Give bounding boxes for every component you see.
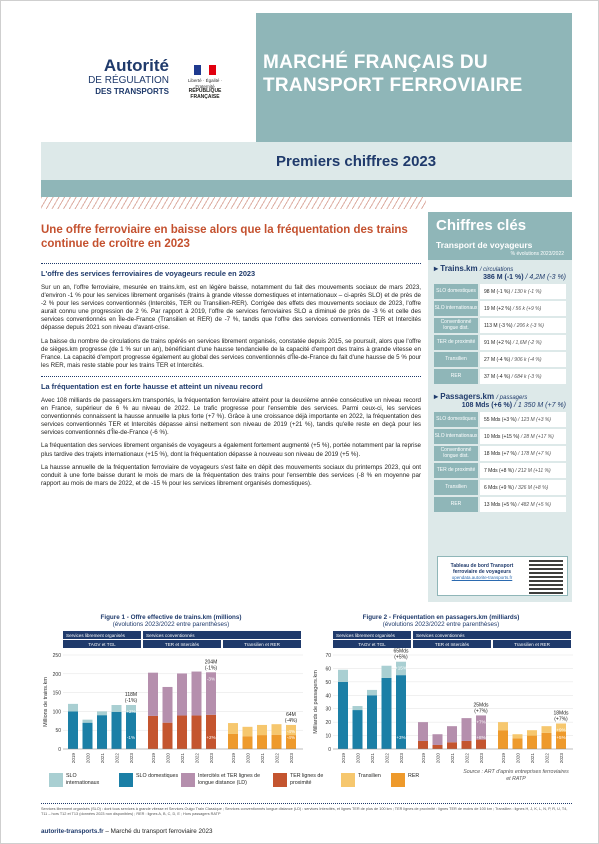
y-axis-label: Millions de trains.km [43, 677, 49, 727]
key-figures-title: Chiffres clés [428, 212, 572, 240]
kpi-passengers [428, 386, 572, 512]
kpi-row-secondary: / 206 k (-3 %) [513, 322, 544, 329]
bar [272, 735, 282, 749]
bar [257, 725, 267, 735]
y-tick-label: 40 [325, 693, 331, 700]
kpi-row-main: 6 Mds (+9 %) [484, 484, 516, 491]
kpi-row [434, 497, 566, 512]
legend-swatch [341, 773, 355, 787]
data-label: -1% [126, 735, 136, 740]
bar [97, 715, 107, 749]
data-label: (-1%) [124, 698, 138, 705]
data-label: +9% [556, 727, 566, 733]
legend-item [391, 773, 431, 787]
republic-name: RÉPUBLIQUE FRANÇAISE [188, 88, 222, 100]
bar [126, 712, 136, 749]
kpi-label: Trains.km [440, 264, 478, 273]
page-title: MARCHÉ FRANÇAIS DU TRANSPORT FERROVIAIRE [263, 52, 523, 96]
data-label: -4% [286, 735, 296, 740]
kpi-secondary-value: / 4,2M (-3 %) [525, 274, 566, 281]
kpi-row-label: Transilien [434, 352, 478, 367]
republique-francaise-logo [178, 65, 232, 100]
bar [243, 727, 253, 736]
x-tick-label: 2020 [245, 753, 251, 764]
data-label: 204M [204, 659, 218, 666]
kpi-row-secondary: / 1,6M (-2 %) [512, 339, 542, 346]
bar [148, 716, 158, 749]
x-tick-label: 2019 [421, 753, 426, 764]
kpi-row [434, 369, 566, 384]
legend-label: Intercités et TER lignes de longue distance (LD) [198, 773, 261, 786]
bar [338, 682, 348, 749]
kpi-row [434, 352, 566, 367]
group-subheader: TER et Intercités [434, 642, 470, 647]
legend-label: Transilien [358, 773, 381, 779]
logo-line-2: DE RÉGULATION [88, 75, 169, 86]
data-label: +8% [476, 735, 486, 740]
bar [338, 670, 348, 682]
group-header: Services conventionnés [416, 633, 465, 638]
kpi-row-label: Conventionné longue dist. [434, 446, 478, 461]
bar [462, 741, 472, 749]
bar [476, 740, 486, 749]
bar [97, 711, 107, 715]
kpi-row-label: Transilien [434, 480, 478, 495]
legend-swatch [49, 773, 63, 787]
data-label: +7% [476, 719, 486, 725]
logo-line-1: Autorité [103, 56, 169, 75]
kpi-row-value [480, 497, 566, 512]
figure-subtitle: (évolutions 2023/2022 entre parenthèses) [382, 621, 500, 628]
kpi-main-value: 108 Mds (+6 %) [461, 402, 513, 409]
x-tick-label: 2022 [464, 753, 470, 764]
section-title: La fréquentation est en forte hausse et atteint un niveau record [41, 381, 263, 391]
bar [433, 745, 443, 749]
bar [192, 716, 202, 749]
qr-code-icon[interactable] [529, 560, 563, 594]
kpi-rows [434, 412, 566, 512]
group-header: Services conventionnés [146, 633, 195, 638]
bar [498, 722, 508, 730]
kpi-trains [428, 260, 572, 384]
y-tick-label: 200 [52, 671, 61, 678]
bar [353, 706, 363, 710]
group-subheader: Transilien et RER [514, 642, 550, 647]
kpi-rows [434, 284, 566, 384]
y-tick-label: 70 [325, 653, 331, 659]
kpi-row-secondary: / 178 M (+7 %) [518, 450, 551, 457]
kpi-title: ▸ Trains.km / circulations [434, 264, 514, 273]
bar [433, 734, 443, 745]
legend-item [341, 773, 387, 787]
legend-swatch [273, 773, 287, 787]
kpi-value [434, 402, 566, 409]
kpi-row [434, 284, 566, 299]
dashboard-link-box[interactable] [437, 556, 568, 596]
x-tick-label: 2023 [399, 753, 404, 764]
legend-swatch [181, 773, 195, 787]
x-tick-label: 2022 [384, 753, 390, 764]
data-label: 64M [286, 711, 296, 718]
paragraph: Avec 108 milliards de passagers.km transportés, la fréquentation ferroviaire atteint pour la deuxième année consécutive un niveau record en France, supérieur de 6 % au niveau de 2022. Le trafic progresse pour l'ensemble des services. Parmi ceux-ci, les services conventionnés connaissent la hausse annuelle la plus forte (+7 %). Grâce à une croissance déjà importante en 2022, la fréquentation des services conventionnés TER et Intercités dépasse ainsi nettement son niveau de 2019 (+21 %), tandis qu'elle reste en deçà pour les services conventionnés d'Île-de-France (-6 %). [41, 396, 421, 437]
legend-label: TER lignes de proximité [290, 773, 324, 786]
bar [257, 735, 267, 749]
x-tick-label: 2020 [85, 753, 91, 764]
dashboard-link[interactable]: opendata.autorite-transports.fr [451, 575, 513, 580]
figure-2-caption [311, 614, 571, 628]
bar [68, 711, 78, 749]
x-tick-label: 2023 [559, 753, 564, 764]
paragraph: La fréquentation des services librement organisés de voyageurs a également fortement augmenté (+5 %), portée notamment par la reprise plus tardive des trajets internationaux (+15 %), dont la fréquentation dépasse à nouveau son niveau de 2019 (+5 %). [41, 442, 421, 458]
x-tick-label: 2021 [450, 753, 455, 764]
x-tick-label: 2023 [129, 753, 134, 764]
group-subheader: TAGV et TGL [88, 642, 116, 647]
decorative-stripes [41, 197, 426, 209]
bar [68, 704, 78, 712]
kpi-row-main: 27 M (-4 %) [484, 356, 512, 363]
kpi-row-label: SLO internationaux [434, 429, 478, 444]
legend-label: SLO internationaux [66, 773, 100, 786]
legend-label: SLO domestiques [136, 773, 179, 779]
x-tick-label: 2023 [209, 753, 214, 764]
y-tick-label: 50 [325, 679, 331, 686]
bar [527, 736, 537, 749]
kpi-row-secondary: / 482 M (+5 %) [518, 501, 551, 508]
bar [228, 723, 238, 734]
bar [83, 720, 93, 723]
kpi-row-main: 55 Mds (+3 %) [484, 416, 519, 423]
figure-1-chart [41, 631, 303, 769]
kpi-row-value [480, 463, 566, 478]
source: Source : ART d'après entreprises ferroviaires et RATP [463, 769, 569, 782]
kpi-unit: / circulations [479, 267, 514, 273]
data-label: (-4%) [284, 717, 298, 724]
kpi-row-secondary: / 684 k (-3 %) [511, 373, 542, 380]
data-label: +5% [556, 735, 566, 740]
bar [243, 736, 253, 749]
bar [367, 690, 377, 695]
kpi-row-secondary: / 130 k (-1 %) [511, 288, 542, 295]
bar [367, 695, 377, 749]
paragraph: La baisse du nombre de circulations de trains opérés en services librement organisés, constatée depuis 2015, se poursuit, alors que l'offre de sièges.km progresse (de 1 % sur un an), bénéficiant d'une hausse tendancielle de la capacité d'emport des trains à grande vitesse en France. La capacité d'emport progresse également au global des services conventionnés d'Île-de-France du fait d'une hausse de 5 % pour les RER, mais reste stable pour les trains TER et Intercités. [41, 337, 421, 369]
flag-icon [194, 65, 216, 75]
x-tick-label: 2022 [274, 753, 280, 764]
group-subheader: Transilien et RER [244, 642, 280, 647]
kpi-row-value [480, 480, 566, 495]
data-label: 118M [124, 692, 138, 699]
figure-subtitle: (évolutions 2023/2022 entre parenthèses) [112, 621, 230, 628]
y-tick-label: 150 [52, 690, 61, 697]
kpi-row [434, 335, 566, 350]
data-label: +2% [206, 735, 216, 740]
data-label: -4% [286, 728, 296, 734]
data-label: -3% [206, 676, 216, 682]
bar [353, 710, 363, 749]
data-label: (+7%) [474, 708, 488, 715]
kpi-main-value: 386 M (-1 %) [483, 274, 524, 281]
bar [163, 687, 173, 723]
bar [177, 716, 187, 749]
kpi-label: Passagers.km [440, 392, 495, 401]
kpi-row-main: 37 M (-4 %) [484, 373, 512, 380]
figure-2-chart [311, 631, 573, 769]
kpi-secondary-value: / 1 350 M (+7 %) [514, 402, 566, 409]
kpi-row-main: 13 Mds (+5 %) [484, 501, 519, 508]
x-tick-label: 2020 [165, 753, 171, 764]
legend-label: RER [408, 773, 420, 779]
kpi-row-label: SLO domestiques [434, 284, 478, 299]
kpi-row-label: RER [434, 369, 478, 384]
legend-swatch [119, 773, 133, 787]
x-tick-label: 2023 [289, 753, 294, 764]
dashboard-text [442, 563, 522, 581]
data-label: +2% [126, 709, 136, 715]
kpi-row-secondary: / 212 M (+11 %) [515, 467, 551, 474]
section-title: L'offre des services ferroviaires de voyageurs recule en 2023 [41, 269, 256, 278]
x-tick-label: 2023 [479, 753, 484, 764]
headline: Une offre ferroviaire en baisse alors que la fréquentation des trains continue de croître en 2023 [41, 224, 408, 250]
kpi-row-secondary: / 326 M (+8 %) [515, 484, 549, 491]
data-label: 18Mds [553, 710, 569, 717]
kpi-row-label: SLO domestiques [434, 412, 478, 427]
kpi-row-main: 7 Mds (+8 %) [484, 467, 516, 474]
paragraph: Sur un an, l'offre ferroviaire, mesurée en trains.km, est en légère baisse, notamment du fait des mouvements sociaux de mars 2023, d'environ -1 % pour les services librement organisés (trains à grande vitesse domestiques et internationaux – ci-après SLO) et de près de -2 % pour les services conventionnés (Intercités, TER ou Transilien-RER). Corrigée des effets des mouvements sociaux de 2023, l'offre aurait connu une progression de 2 %. Par rapport à 2019, l'offre de services ferroviaires SLO a diminué de près de -3 % et celle des services conventionnés en Île-de-France (Transilien et RER) de -7 %, tandis que l'offre des services conventionnés TER et Intercités dépasse depuis 2021 son niveau d'avant-crise. [41, 284, 421, 332]
data-label: (-1%) [204, 665, 218, 672]
art-logo [79, 57, 169, 97]
kpi-row-value [480, 446, 566, 461]
bar [462, 718, 472, 741]
figure-1-caption [41, 614, 301, 628]
section-offer [41, 263, 421, 370]
kpi-row-value [480, 412, 566, 427]
bar [498, 730, 508, 749]
kpi-title: ▸ Passagers.km / passagers [434, 392, 528, 401]
kpi-row-value [480, 301, 566, 316]
x-tick-label: 2022 [194, 753, 200, 764]
kpi-row-secondary: / 906 k (-4 %) [511, 356, 542, 363]
y-tick-label: 0 [58, 747, 61, 753]
y-tick-label: 100 [52, 709, 61, 716]
key-figures-panel [428, 212, 572, 602]
y-tick-label: 50 [55, 728, 61, 735]
x-tick-label: 2020 [355, 753, 361, 764]
legend-item [273, 773, 339, 787]
page-subtitle: Premiers chiffres 2023 [276, 153, 437, 170]
bar [513, 734, 523, 738]
kpi-row-label: TER de proximité [434, 463, 478, 478]
data-label: 25Mds [473, 702, 489, 709]
group-subheader: TAGV et TGL [358, 642, 386, 647]
bar [163, 723, 173, 749]
group-header: Services librement organisés [336, 633, 395, 638]
kpi-row-main: 18 Mds (+7 %) [484, 450, 519, 457]
bar [112, 712, 122, 749]
data-label: 65Mds [393, 648, 409, 655]
bar [192, 672, 202, 716]
y-tick-label: 0 [328, 747, 331, 753]
bar [228, 734, 238, 749]
kpi-row-secondary: / 123 M (+3 %) [518, 416, 551, 423]
footer [41, 828, 212, 835]
kpi-row-main: 91 M (+2 %) [484, 339, 513, 346]
figure-title: Figure 1 - Offre effective de trains.km (millions) [100, 614, 242, 621]
bar [148, 673, 158, 716]
kpi-row-main: 113 M (-3 %) [484, 322, 514, 329]
x-tick-label: 2019 [71, 753, 76, 764]
kpi-unit: / passagers [496, 395, 528, 401]
y-tick-label: 250 [52, 653, 61, 659]
bar [447, 742, 457, 749]
bar [382, 678, 392, 749]
bar [542, 733, 552, 749]
kpi-row-main: 98 M (-1 %) [484, 288, 512, 295]
kpi-row [434, 429, 566, 444]
bar [418, 741, 428, 749]
bar [527, 730, 537, 735]
bar [542, 726, 552, 733]
dashboard-title: Tableau de bord Transport ferroviaire de voyageurs [450, 563, 514, 575]
x-tick-label: 2020 [435, 753, 441, 764]
bar [83, 723, 93, 749]
kpi-row-main: 19 M (+2 %) [484, 305, 513, 312]
y-tick-label: 10 [325, 733, 331, 740]
kpi-row-secondary: / 28 M (+17 %) [520, 433, 554, 440]
kpi-value [434, 274, 566, 281]
data-label: (+7%) [554, 716, 568, 723]
x-tick-label: 2019 [231, 753, 236, 764]
y-tick-label: 60 [325, 666, 331, 673]
kpi-row [434, 318, 566, 333]
kpi-row-label: SLO internationaux [434, 301, 478, 316]
group-header: Services librement organisés [66, 633, 125, 638]
data-label: +15% [395, 665, 407, 671]
x-tick-label: 2022 [544, 753, 550, 764]
bar [382, 666, 392, 678]
bar [418, 722, 428, 741]
footnote: Services librement organisés (SLO) : dont tous services à grande vitesse et Services Ouigo Train Classique ; Services conventionnés longue distance (LD) : services Intercités, et lignes TER de plus de 100 km ; TER lignes de proximité : lignes TER de moins de 100 km ; Transilien : lignes H, J, K, L, N, P, R, U, T4, T11 – hors T12 et T13 (données 2023 non disponibles) ; RER : lignes A, B, C, D, E ; Hors passagers RATP [41, 803, 572, 817]
kpi-row [434, 480, 566, 495]
kpi-row-label: TER de proximité [434, 335, 478, 350]
kpi-row-value [480, 335, 566, 350]
kpi-row-value [480, 318, 566, 333]
kpi-row-value [480, 284, 566, 299]
bar [272, 724, 282, 735]
legend-item [181, 773, 271, 787]
x-tick-label: 2022 [114, 753, 120, 764]
kpi-row-main: 10 Mds (+15 %) [484, 433, 521, 440]
main-text [41, 223, 421, 493]
kpi-row-value [480, 429, 566, 444]
x-tick-label: 2021 [180, 753, 185, 764]
data-label: +3% [396, 735, 406, 740]
kpi-row-label: Conventionné longue dist. [434, 318, 478, 333]
legend-item [49, 773, 109, 787]
kpi-row [434, 463, 566, 478]
kpi-row-label: RER [434, 497, 478, 512]
kpi-row-value [480, 352, 566, 367]
footer-site-link[interactable]: autorite-transports.fr [41, 828, 104, 835]
bar [177, 673, 187, 715]
bar [447, 726, 457, 742]
x-tick-label: 2021 [100, 753, 105, 764]
logo-line-3: DES TRANSPORTS [95, 87, 169, 96]
x-tick-label: 2020 [515, 753, 521, 764]
kpi-row [434, 446, 566, 461]
x-tick-label: 2019 [151, 753, 156, 764]
key-figures-subtitle: Transport de voyageurs [428, 240, 572, 251]
bar [513, 738, 523, 749]
footer-text: – Marché du transport ferroviaire 2023 [105, 828, 213, 835]
figure-title: Figure 2 - Fréquentation en passagers.km (milliards) [362, 614, 520, 621]
section-ridership [41, 376, 421, 488]
legend-item [119, 773, 179, 787]
motto: Liberté · Égalité · Fraternité [187, 78, 223, 89]
bar [112, 705, 122, 712]
y-axis-label: Milliards de passagers.km [313, 670, 319, 734]
x-tick-label: 2019 [501, 753, 506, 764]
x-tick-label: 2021 [260, 753, 265, 764]
x-tick-label: 2019 [341, 753, 346, 764]
data-label: (+5%) [394, 654, 408, 661]
group-subheader: TER et Intercités [164, 642, 200, 647]
legend-swatch [391, 773, 405, 787]
kpi-row-value [480, 369, 566, 384]
y-tick-label: 30 [325, 706, 331, 713]
key-figures-note: % évolutions 2023/2022 [428, 251, 572, 260]
paragraph: La hausse annuelle de la fréquentation ferroviaire de voyageurs s'est faite en dépit des mouvements sociaux du printemps 2023, qui ont conduit à une forte baisse durant le mois de mars de la fréquentation des trains pour l'ensemble des services (-8 % en moyenne par rapport au mois de mars de 2022, et de -15 % pour les services librement organisés domestiques). [41, 463, 421, 487]
kpi-row-secondary: / 56 k (+9 %) [512, 305, 542, 312]
bar [206, 715, 216, 749]
x-tick-label: 2021 [370, 753, 375, 764]
y-tick-label: 20 [325, 720, 331, 727]
kpi-row [434, 412, 566, 427]
x-tick-label: 2021 [530, 753, 535, 764]
kpi-row [434, 301, 566, 316]
